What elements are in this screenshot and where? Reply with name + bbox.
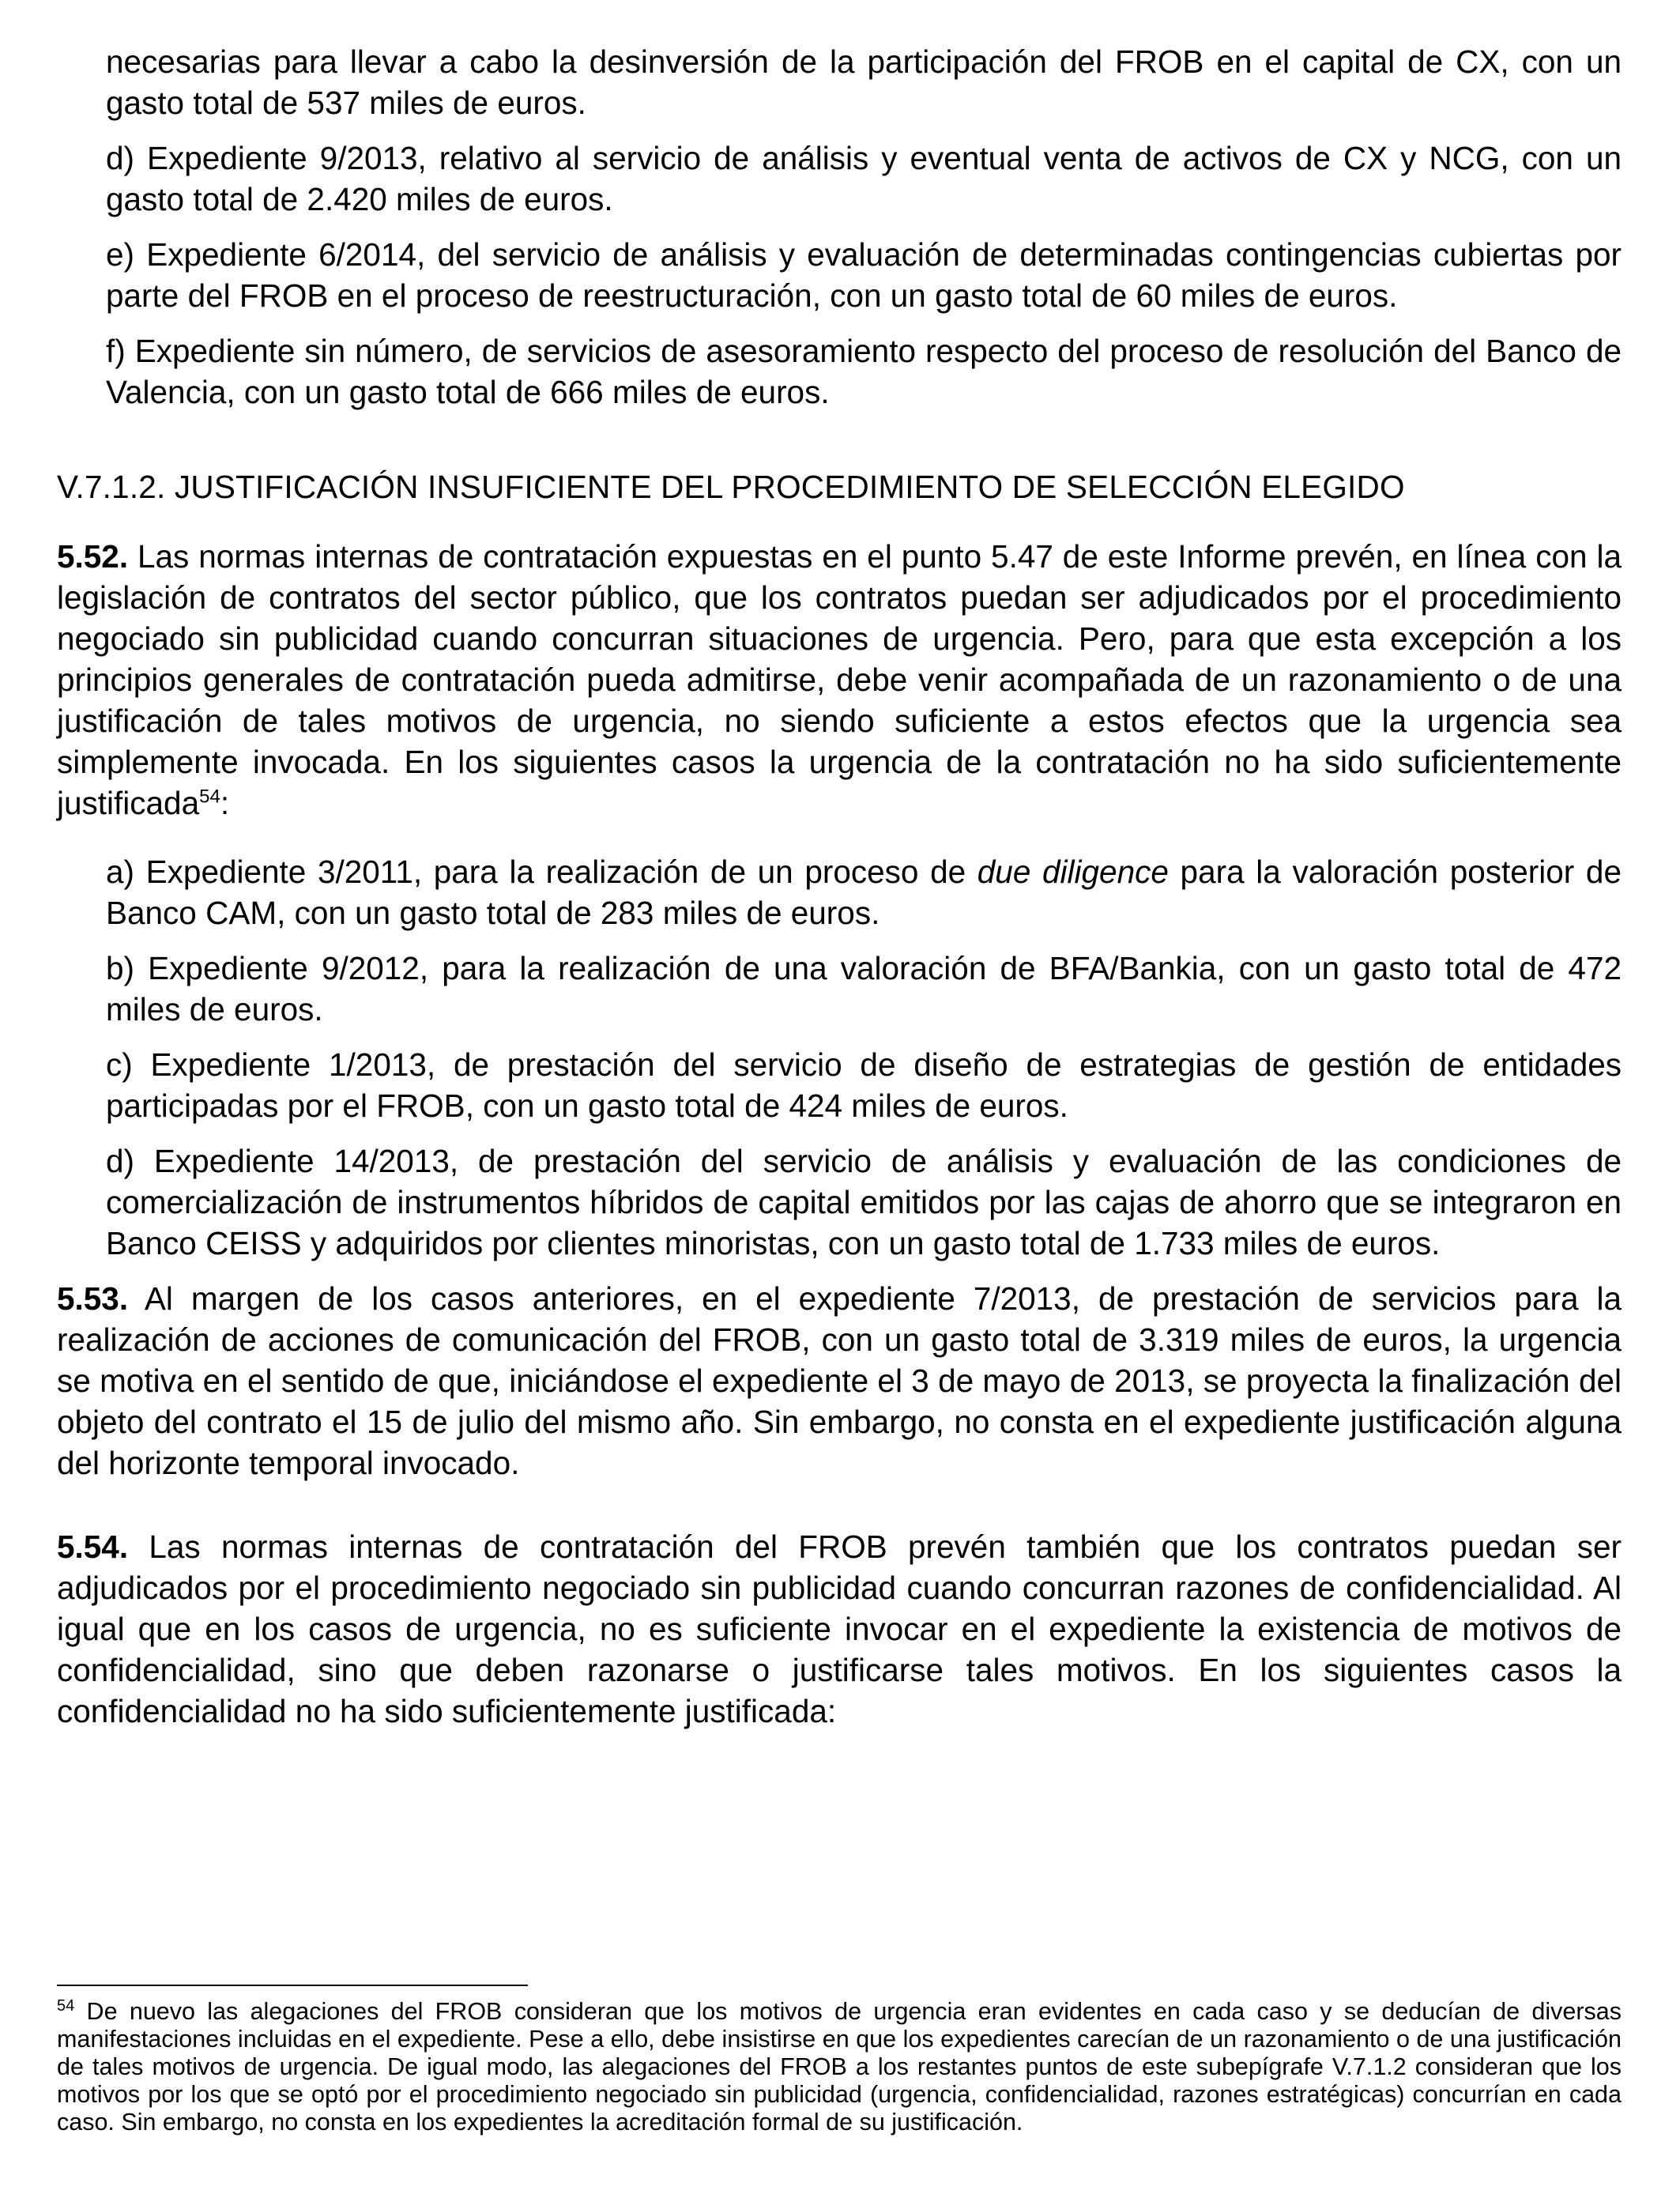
- paragraph-text: Las normas internas de contratación expuestas en el punto 5.47 de este Informe prevén, en línea con la legislación de contratos del sector público, que los contratos puedan ser adjudicados por el procedimiento negociado sin publicidad cuando concurran situaciones de urgencia. Pero, para que esta excepción a los principios generales de contratación pueda admitirse, debe venir acompañada de un razonamiento o de una justificación de tales motivos de urgencia, no siendo suficiente a estos efectos que la urgencia sea simplemente invocada. En los siguientes casos la urgencia de la contratación no ha sido suficientemente justificada: [57, 538, 1622, 821]
- paragraph-5-54: [57, 1526, 1622, 1732]
- footnote-reference: 54: [199, 786, 220, 808]
- paragraph-5-52: [57, 536, 1622, 824]
- list-item-a-3-2011: [106, 851, 1622, 933]
- list-item-text: para la valoración posterior de Banco CAM, con un gasto total de 283 miles de euros.: [106, 854, 1622, 931]
- list-item-continuation: necesarias para llevar a cabo la desinversión de la participación del FROB en el capital de CX, con un gasto total de 537 miles de euros.: [106, 43, 1622, 121]
- italic-term: due diligence: [977, 854, 1169, 890]
- footnote-number: 54: [57, 1996, 75, 2015]
- list-item-text: a) Expediente 3/2011, para la realización de un proceso de: [106, 854, 977, 890]
- footnote-text: [57, 1998, 1622, 2136]
- paragraph-number: 5.54.: [57, 1529, 129, 1565]
- paragraph-5-53: [57, 1278, 1622, 1483]
- footnote-body: De nuevo las alegaciones del FROB consideran que los motivos de urgencia eran evidentes en cada caso y se deducían de diversas manifestaciones incluidas en el expediente. Pese a ello, debe insistirse en que los expedientes carecían de un razonamiento o de una justificación de tales motivos de urgencia. De igual modo, las alegaciones del FROB a los restantes puntos de este subepígrafe V.7.1.2 consideran que los motivos por los que se optó por el procedimiento negociado sin publicidad (urgencia, confidencialidad, razones estratégicas) concurrían en cada caso. Sin embargo, no consta en los expedientes la acreditación formal de su justificación.: [57, 1998, 1622, 2136]
- paragraph-tail: :: [220, 785, 230, 821]
- list-item-f-sin-numero: f) Expediente sin número, de servicios de asesoramiento respecto del proceso de resolución del Banco de Valencia, con un gasto total de 666 miles de euros.: [106, 333, 1622, 410]
- list-item-d-14-2013: d) Expediente 14/2013, de prestación del servicio de análisis y evaluación de las condiciones de comercialización de instrumentos híbridos de capital emitidos por las cajas de ahorro que se integraron en Banco CEISS y adquiridos por clientes minoristas, con un gasto total de 1.733 miles de euros.: [106, 1143, 1622, 1261]
- paragraph-text: Al margen de los casos anteriores, en el expediente 7/2013, de prestación de servicios para la realización de acciones de comunicación del FROB, con un gasto total de 3.319 miles de euros, la urgencia se motiva en el sentido de que, iniciándose el expediente el 3 de mayo de 2013, se proyecta la finalización del objeto del contrato el 15 de julio del mismo año. Sin embargo, no consta en el expediente justificación alguna del horizonte temporal invocado.: [57, 1280, 1622, 1481]
- paragraph-text: Las normas internas de contratación del FROB prevén también que los contratos puedan ser adjudicados por el procedimiento negociado sin publicidad cuando concurran razones de confidencialidad. Al igual que en los casos de urgencia, no es suficiente invocar en el expediente la existencia de motivos de confidencialidad, sino que deben razonarse o justificarse tales motivos. En los siguientes casos la confidencialidad no ha sido suficientemente justificada:: [57, 1529, 1622, 1729]
- paragraph-number: 5.52.: [57, 538, 129, 575]
- footnote-separator: [57, 1985, 528, 1986]
- footnote-54: [57, 1998, 1622, 2136]
- list-item-c-1-2013: c) Expediente 1/2013, de prestación del servicio de diseño de estrategias de gestión de entidades participadas por el FROB, con un gasto total de 424 miles de euros.: [106, 1046, 1622, 1124]
- list-item-e-6-2014: e) Expediente 6/2014, del servicio de análisis y evaluación de determinadas contingencias cubiertas por parte del FROB en el proceso de reestructuración, con un gasto total de 60 miles de euros.: [106, 236, 1622, 314]
- list-item-d-9-2013: d) Expediente 9/2013, relativo al servicio de análisis y eventual venta de activos de CX y NCG, con un gasto total de 2.420 miles de euros.: [106, 140, 1622, 217]
- paragraph-number: 5.53.: [57, 1280, 129, 1317]
- document-page: [57, 32, 1622, 1732]
- list-item-b-9-2012: b) Expediente 9/2012, para la realización de una valoración de BFA/Bankia, con un gasto total de 472 miles de euros.: [106, 950, 1622, 1027]
- section-heading: V.7.1.2. JUSTIFICACIÓN INSUFICIENTE DEL PROCEDIMIENTO DE SELECCIÓN ELEGIDO: [57, 469, 1405, 505]
